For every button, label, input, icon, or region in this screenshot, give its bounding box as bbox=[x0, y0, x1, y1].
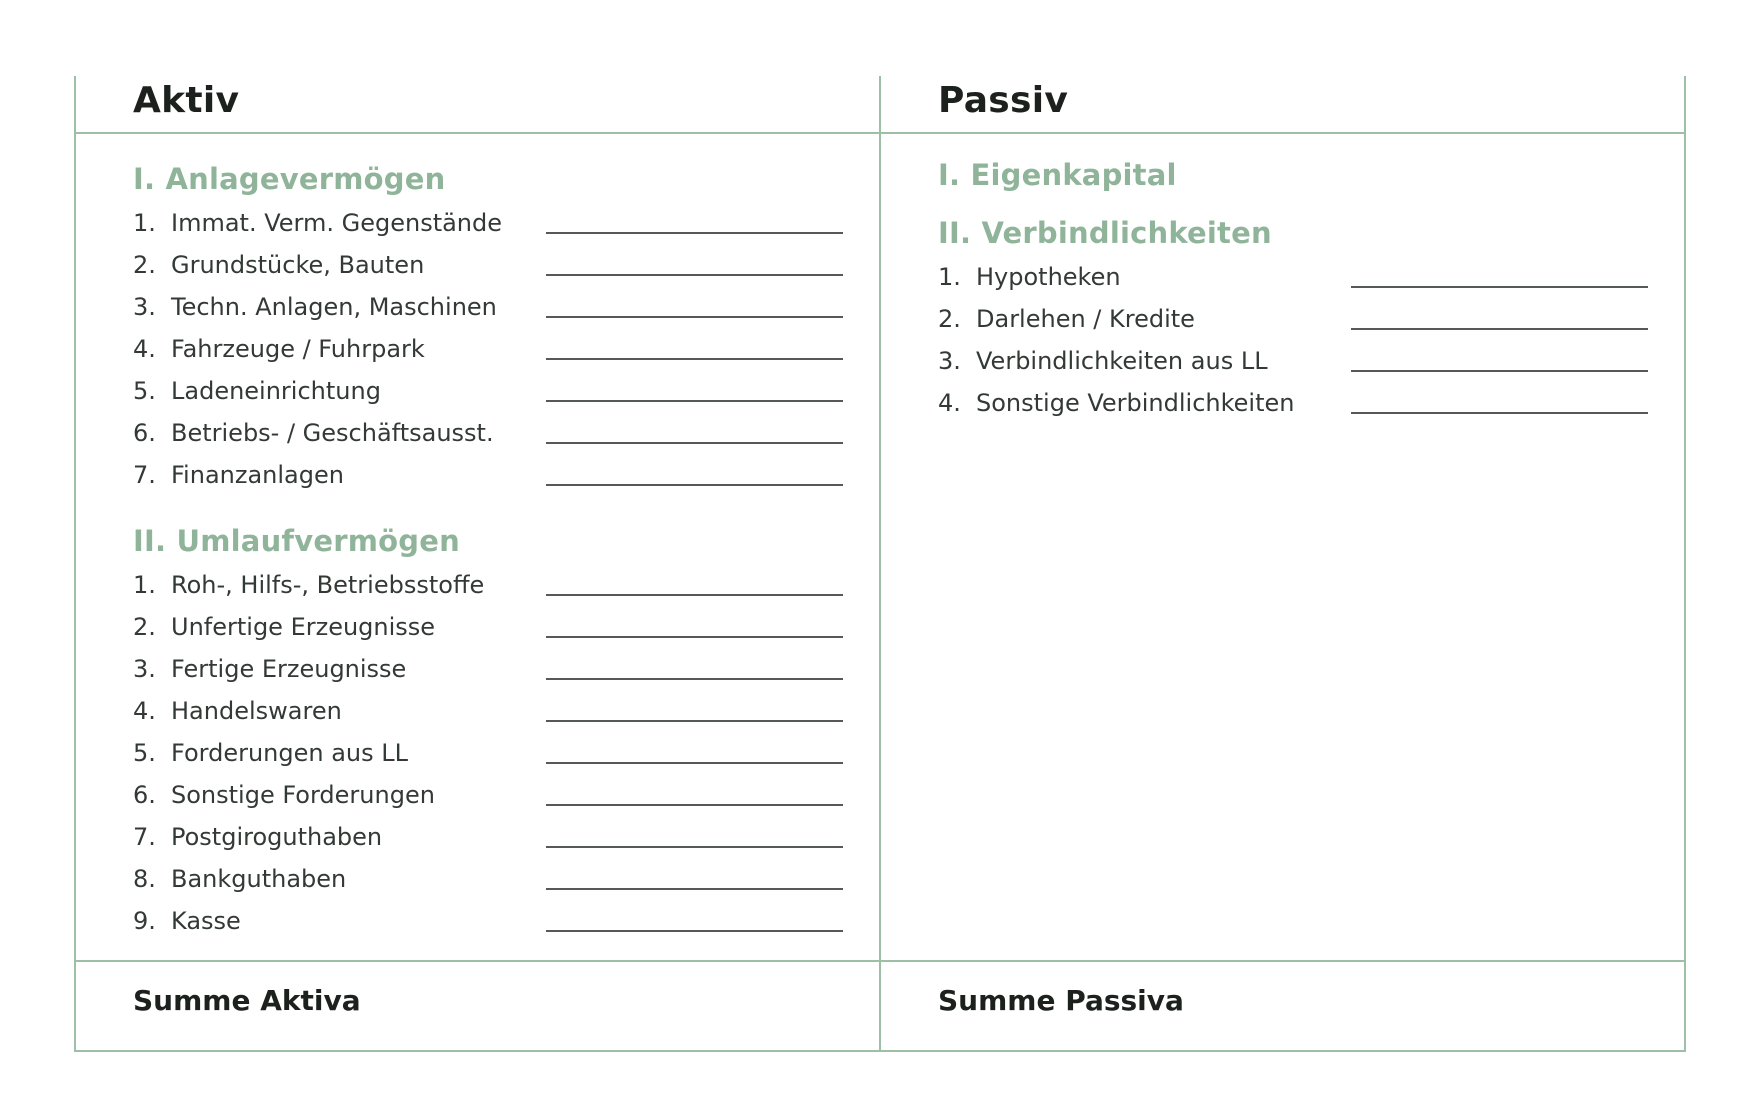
item-label: Fertige Erzeugnisse bbox=[171, 655, 407, 683]
item-number: 4. bbox=[133, 697, 156, 725]
entry-line[interactable] bbox=[1351, 412, 1648, 414]
entry-line[interactable] bbox=[546, 442, 843, 444]
item-number: 7. bbox=[133, 823, 156, 851]
passiv-title: Passiv bbox=[938, 80, 1069, 121]
item-label: Finanzanlagen bbox=[171, 461, 344, 489]
item-number: 5. bbox=[133, 377, 156, 405]
item-label: Fahrzeuge / Fuhrpark bbox=[171, 335, 425, 363]
list-item bbox=[938, 305, 1648, 339]
item-number: 1. bbox=[133, 209, 156, 237]
entry-line[interactable] bbox=[546, 762, 843, 764]
entry-line[interactable] bbox=[546, 274, 843, 276]
item-number: 5. bbox=[133, 739, 156, 767]
header-divider bbox=[74, 132, 1686, 134]
entry-line[interactable] bbox=[546, 636, 843, 638]
list-item bbox=[938, 263, 1648, 297]
balance-sheet bbox=[74, 76, 1686, 1052]
summe-aktiva-label: Summe Aktiva bbox=[133, 984, 361, 1017]
entry-line[interactable] bbox=[546, 358, 843, 360]
summe-passiva-label: Summe Passiva bbox=[938, 984, 1184, 1017]
entry-line[interactable] bbox=[1351, 286, 1648, 288]
item-number: 3. bbox=[133, 655, 156, 683]
list-item bbox=[133, 377, 843, 411]
entry-line[interactable] bbox=[546, 484, 843, 486]
item-label: Verbindlichkeiten aus LL bbox=[976, 347, 1268, 375]
list-item bbox=[133, 865, 843, 899]
item-label: Roh-, Hilfs-, Betriebsstoffe bbox=[171, 571, 485, 599]
bottom-border bbox=[74, 1050, 1686, 1052]
center-divider bbox=[879, 76, 881, 1052]
list-item bbox=[133, 655, 843, 689]
entry-line[interactable] bbox=[546, 720, 843, 722]
item-label: Bankguthaben bbox=[171, 865, 347, 893]
entry-line[interactable] bbox=[546, 678, 843, 680]
section-verbindlichkeiten-title: II. Verbindlichkeiten bbox=[938, 216, 1272, 250]
item-number: 1. bbox=[133, 571, 156, 599]
item-label: Grundstücke, Bauten bbox=[171, 251, 425, 279]
item-label: Postgiroguthaben bbox=[171, 823, 383, 851]
right-border bbox=[1684, 76, 1686, 1052]
list-item bbox=[133, 461, 843, 495]
item-number: 3. bbox=[133, 293, 156, 321]
entry-line[interactable] bbox=[1351, 370, 1648, 372]
item-label: Forderungen aus LL bbox=[171, 739, 408, 767]
item-number: 3. bbox=[938, 347, 961, 375]
item-label: Sonstige Forderungen bbox=[171, 781, 435, 809]
item-number: 2. bbox=[938, 305, 961, 333]
item-number: 7. bbox=[133, 461, 156, 489]
item-number: 8. bbox=[133, 865, 156, 893]
item-label: Techn. Anlagen, Maschinen bbox=[171, 293, 497, 321]
list-item bbox=[133, 293, 843, 327]
item-number: 2. bbox=[133, 251, 156, 279]
item-label: Handelswaren bbox=[171, 697, 342, 725]
item-number: 9. bbox=[133, 907, 156, 935]
entry-line[interactable] bbox=[546, 888, 843, 890]
item-number: 2. bbox=[133, 613, 156, 641]
list-item bbox=[133, 571, 843, 605]
list-item bbox=[938, 347, 1648, 381]
footer-divider bbox=[74, 960, 1686, 962]
list-item bbox=[133, 613, 843, 647]
item-label: Betriebs- / Geschäftsausst. bbox=[171, 419, 494, 447]
entry-line[interactable] bbox=[546, 846, 843, 848]
entry-line[interactable] bbox=[546, 804, 843, 806]
list-item bbox=[133, 419, 843, 453]
item-number: 6. bbox=[133, 419, 156, 447]
item-label: Immat. Verm. Gegenstände bbox=[171, 209, 503, 237]
item-label: Sonstige Verbindlichkeiten bbox=[976, 389, 1295, 417]
list-item bbox=[938, 389, 1648, 423]
section-umlaufvermoegen-title: II. Umlaufvermögen bbox=[133, 524, 460, 558]
entry-line[interactable] bbox=[546, 316, 843, 318]
item-label: Darlehen / Kredite bbox=[976, 305, 1195, 333]
item-label: Kasse bbox=[171, 907, 241, 935]
entry-line[interactable] bbox=[546, 594, 843, 596]
list-item bbox=[133, 823, 843, 857]
list-item bbox=[133, 251, 843, 285]
item-label: Hypotheken bbox=[976, 263, 1121, 291]
aktiv-title: Aktiv bbox=[133, 80, 240, 121]
list-item bbox=[133, 781, 843, 815]
list-item bbox=[133, 739, 843, 773]
list-item bbox=[133, 907, 843, 941]
left-border bbox=[74, 76, 76, 1052]
item-number: 6. bbox=[133, 781, 156, 809]
item-label: Ladeneinrichtung bbox=[171, 377, 381, 405]
item-number: 1. bbox=[938, 263, 961, 291]
entry-line[interactable] bbox=[1351, 328, 1648, 330]
item-number: 4. bbox=[133, 335, 156, 363]
list-item bbox=[133, 697, 843, 731]
list-item bbox=[133, 209, 843, 243]
item-number: 4. bbox=[938, 389, 961, 417]
item-label: Unfertige Erzeugnisse bbox=[171, 613, 436, 641]
section-anlagevermoegen-title: I. Anlagevermögen bbox=[133, 162, 446, 196]
list-item bbox=[133, 335, 843, 369]
entry-line[interactable] bbox=[546, 400, 843, 402]
entry-line[interactable] bbox=[546, 930, 843, 932]
entry-line[interactable] bbox=[546, 232, 843, 234]
section-eigenkapital-title: I. Eigenkapital bbox=[938, 158, 1177, 192]
